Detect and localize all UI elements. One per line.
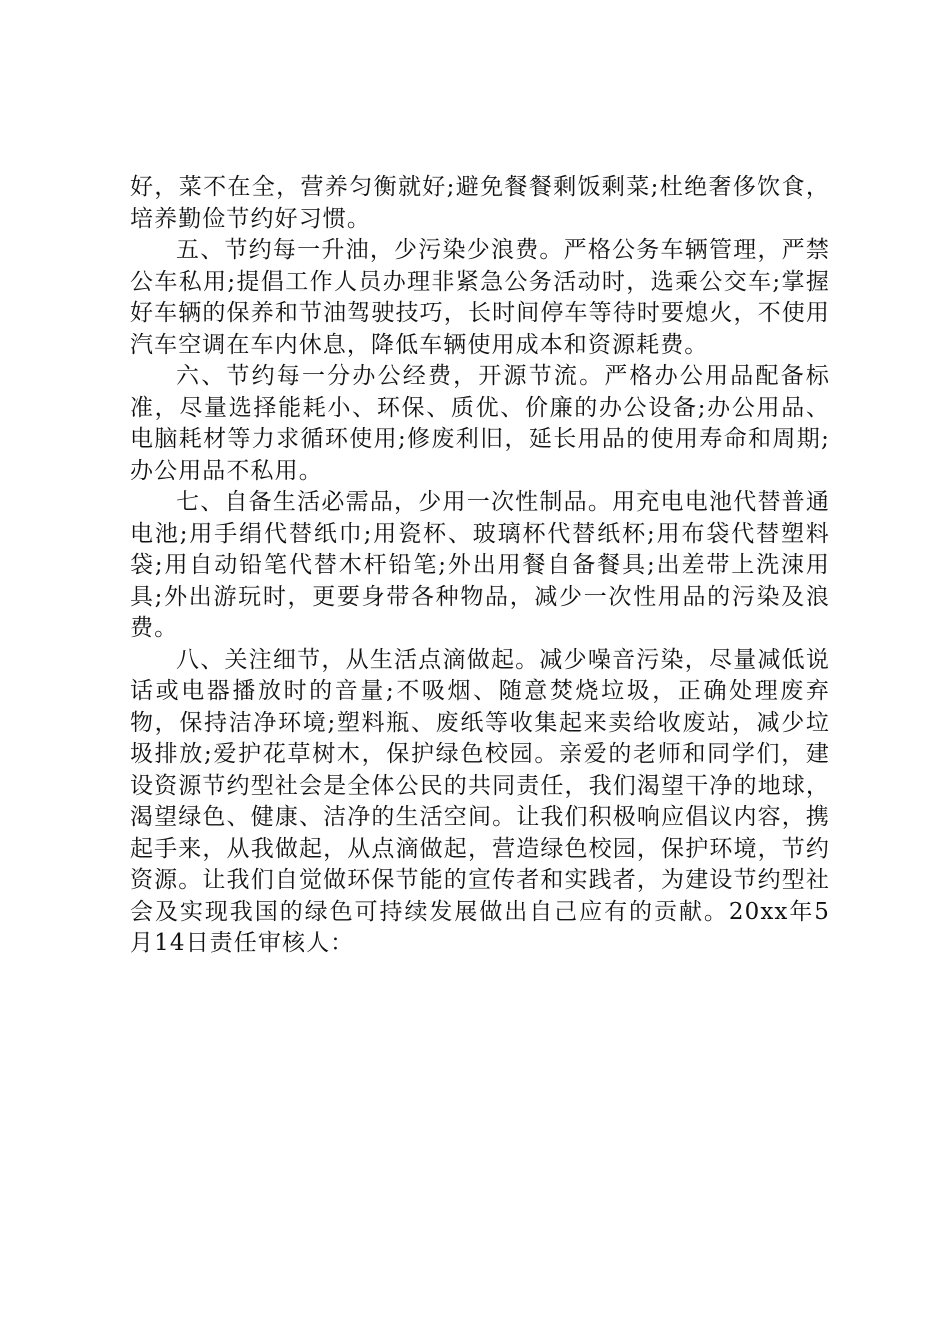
paragraph-continuation: 好，菜不在全，营养匀衡就好;避免餐餐剩饭剩菜;杜绝奢侈饮食，培养勤俭节约好习惯。 [130,174,830,232]
paragraph-item-8: 八、关注细节，从生活点滴做起。减少噪音污染，尽量减低说话或电器播放时的音量;不吸烟、随意焚烧垃圾，正确处理废弃物，保持洁净环境;塑料瓶、废纸等收集起来卖给收废站，减少垃圾排放;爱护花草树木，保护绿色校园。亲爱的老师和同学们，建设资源节约型社会是全体公民的共同责任，我们渴望干净的地球，渴望绿色、健康、洁净的生活空间。让我们积极响应倡议内容，携起手来，从我做起，从点滴做起，营造绿色校园，保护环境，节约资源。让我们自觉做环保节能的宣传者和实践者，为建设节约型社会及实现我国的绿色可持续发展做出自己应有的贡献。20xx年5月14日责任审核人： [130,646,830,956]
paragraph-item-6: 六、节约每一分办公经费，开源节流。严格办公用品配备标准，尽量选择能耗小、环保、质优、价廉的办公设备;办公用品、电脑耗材等力求循环使用;修废利旧，延长用品的使用寿命和周期;办公用品不私用。 [130,363,830,484]
paragraph-item-7: 七、自备生活必需品，少用一次性制品。用充电电池代替普通电池;用手绢代替纸巾;用瓷杯、玻璃杯代替纸杯;用布袋代替塑料袋;用自动铅笔代替木杆铅笔;外出用餐自备餐具;出差带上洗涑用具;外出游玩时，更要身带各种物品，减少一次性用品的污染及浪费。 [130,489,830,641]
document-body [130,172,830,960]
paragraph-item-5: 五、节约每一升油，少污染少浪费。严格公务车辆管理，严禁公车私用;提倡工作人员办理非紧急公务活动时，选乘公交车;掌握好车辆的保养和节油驾驶技巧，长时间停车等待时要熄火，不使用汽车空调在车内休息，降低车辆使用成本和资源耗费。 [130,237,830,358]
